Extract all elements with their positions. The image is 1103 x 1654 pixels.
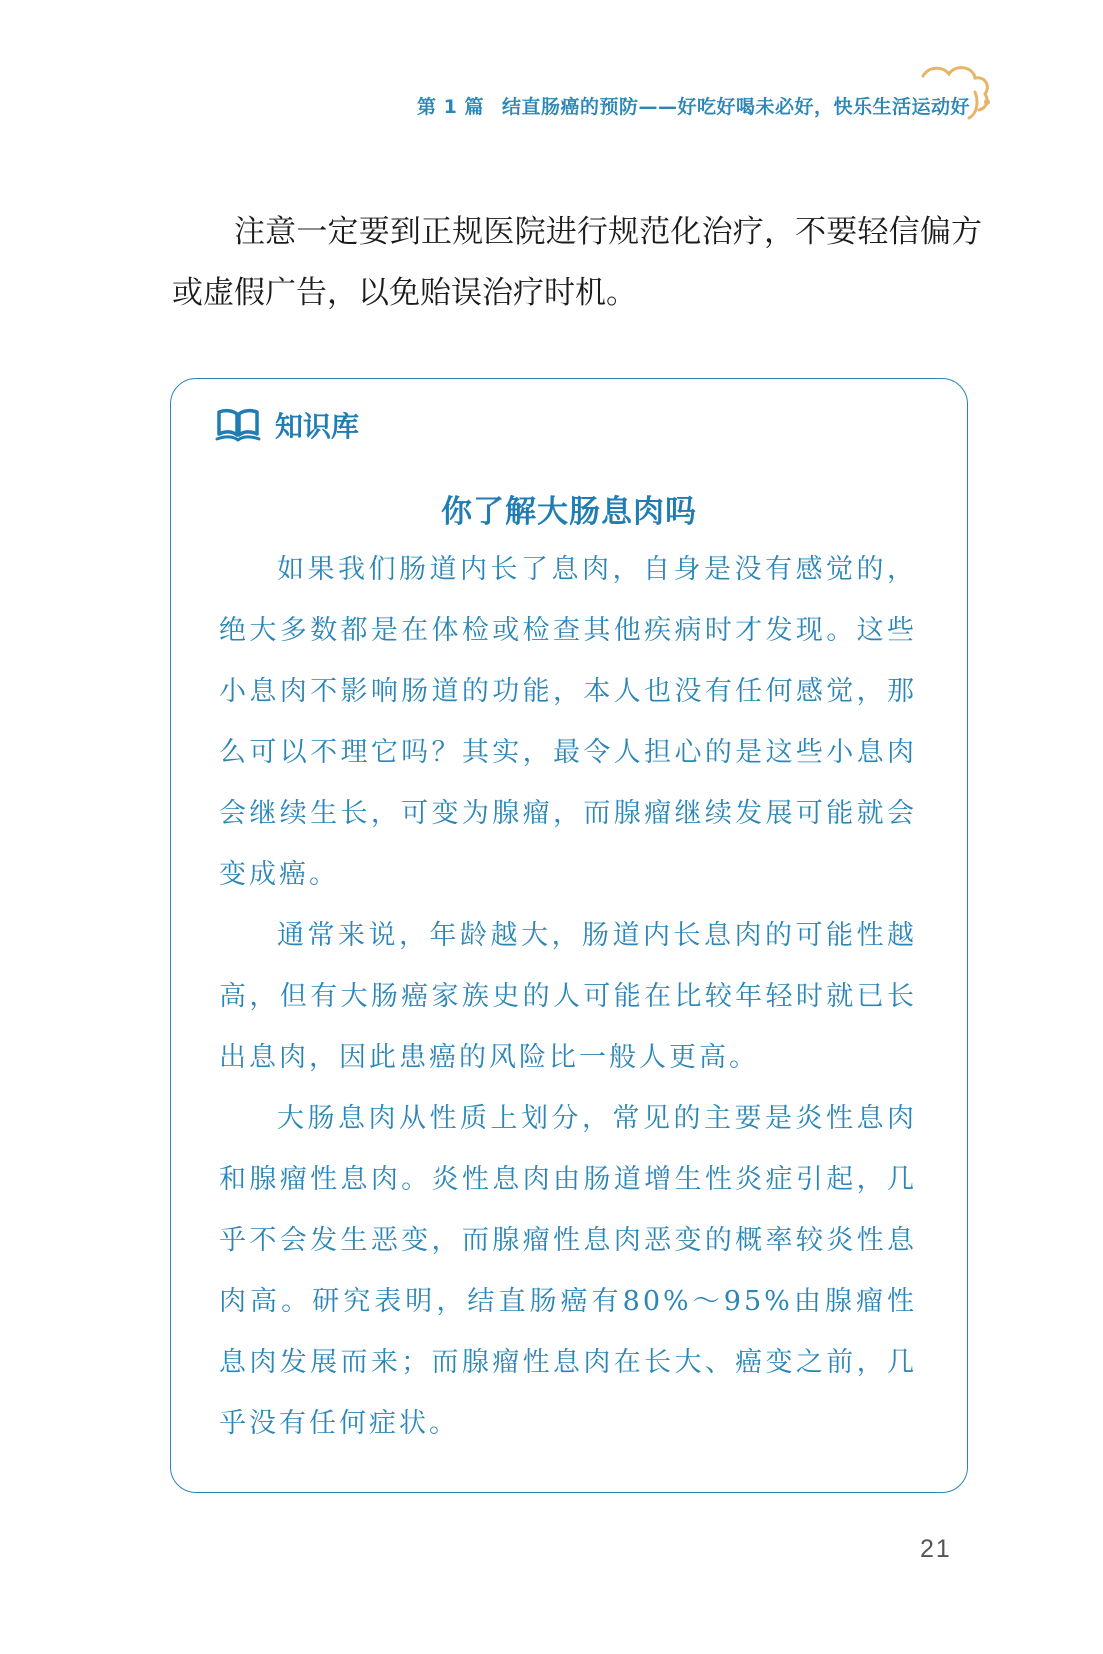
knowledge-paragraph: 大肠息肉从性质上划分，常见的主要是炎性息肉和腺瘤性息肉。炎性息肉由肠道增生性炎症引起，几乎不会发生恶变，而腺瘤性息肉恶变的概率较炎性息肉高。研究表明，结直肠癌有80%～95%由腺瘤性息肉发展而来；而腺瘤性息肉在长大、癌变之前，几乎没有任何症状。: [219, 1103, 917, 1439]
page-number: 21: [920, 1535, 952, 1563]
chapter-title: 结直肠癌的预防——好吃好喝未必好，快乐生活运动好: [501, 96, 970, 118]
knowledge-paragraph: 如果我们肠道内长了息肉，自身是没有感觉的，绝大多数都是在体检或检查其他疾病时才发现。这些小息肉不影响肠道的功能，本人也没有任何感觉，那么可以不理它吗？其实，最令人担心的是这些小息肉会继续生长，可变为腺瘤，而腺瘤继续发展可能就会变成癌。: [219, 554, 917, 890]
knowledge-title: 你了解大肠息肉吗: [441, 494, 697, 530]
cloud-decoration-icon: [915, 62, 995, 132]
open-book-icon: [215, 407, 261, 443]
knowledge-body: [219, 539, 917, 1454]
knowledge-paragraph: 通常来说，年龄越大，肠道内长息肉的可能性越高，但有大肠癌家族史的人可能在比较年轻时就已长出息肉，因此患癌的风险比一般人更高。: [219, 920, 917, 1073]
knowledge-box: [170, 378, 968, 1493]
chapter-label: 第 1 篇: [417, 96, 484, 118]
running-header: [300, 92, 970, 119]
intro-paragraph: 注意一定要到正规医院进行规范化治疗，不要轻信偏方或虚假广告，以免贻误治疗时机。: [172, 214, 982, 311]
knowledge-label-text: 知识库: [275, 410, 360, 443]
knowledge-label: [215, 405, 359, 445]
